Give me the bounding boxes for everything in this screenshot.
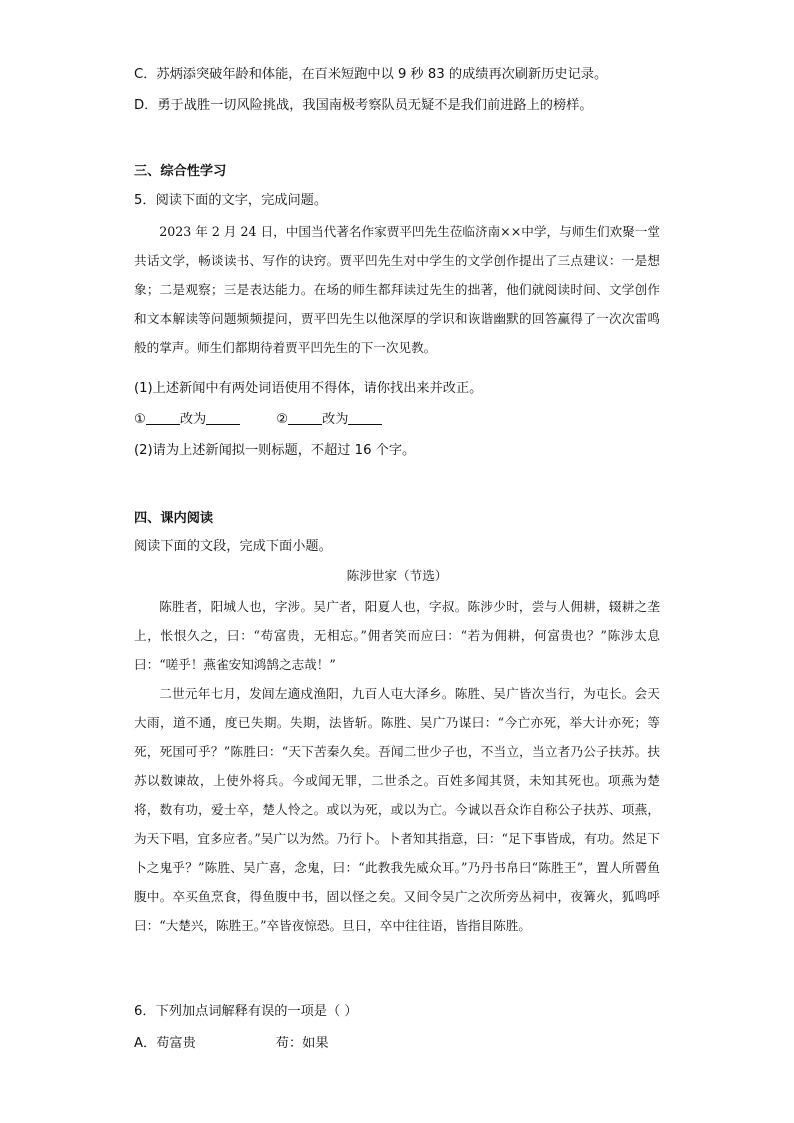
blank1-change-to: 改为 (179, 412, 207, 427)
section3-heading: 三、综合性学习 (134, 164, 227, 179)
q5-sub2: (2)请为上述新闻拟一则标题，不超过 16 个字。 (134, 443, 416, 458)
option-a-word: A．苟富贵 (134, 1036, 196, 1051)
classical-para-2: 二世元年七月，发闾左適戍渔阳，九百人屯大泽乡。陈胜、吴广皆次当行，为屯长。会天大雨，道不通，度已失期。失期，法皆斩。陈胜、吴广乃谋曰：“今亡亦死，举大计亦死；等死，死国可乎？”陈胜曰：“天下苦秦久矣。吾闻二世少子也，不当立，当立者乃公子扶苏。扶苏以数谏故，上使外将兵。今或闻无罪，二世杀之。百姓多闻其贤，未知其死也。项燕为楚将，数有功，爱士卒，楚人怜之。或以为死，或以为亡。今诚以吾众诈自称公子扶苏、项燕，为天下唱，宜多应者。”吴广以为然。乃行卜。卜者知其指意，曰：“足下事皆成，有功。然足下卜之鬼乎？”陈胜、吴广喜，念鬼，曰：“此教我先威众耳。”乃丹书帛曰“陈胜王”，置人所罾鱼腹中。卒买鱼烹食，得鱼腹中书，固以怪之矣。又间令吴广之次所旁丛祠中，夜篝火，狐鸣呼曰：“大楚兴，陈胜王。”卒皆夜惊恐。旦日，卒中往往语，皆指目陈胜。 (134, 686, 660, 933)
q4-option-d: D．勇于战胜一切风险挑战，我国南极考察队员无疑不是我们前进路上的榜样。 (134, 98, 593, 113)
blank2-number: ② (276, 412, 289, 427)
section4-heading: 四、课内阅读 (134, 511, 214, 526)
passage-title: 陈涉世家（节选） (346, 568, 448, 583)
q4-option-c: C．苏炳添突破年龄和体能，在百米短跑中以 9 秒 83 的成绩再次刷新历史记录。 (134, 67, 608, 82)
blank2-corrected[interactable] (348, 410, 382, 425)
q5-prompt: 5．阅读下面的文字，完成问题。 (134, 193, 328, 208)
blank2-original[interactable] (288, 410, 322, 425)
q6-prompt: 6．下列加点词解释有误的一项是（ ） (134, 1004, 358, 1019)
q5-blanks-row (134, 410, 382, 430)
section4-intro: 阅读下面的文段，完成下面小题。 (134, 539, 332, 554)
blank1-corrected[interactable] (206, 410, 240, 425)
blank1-number: ① (134, 412, 146, 427)
blank1-original[interactable] (146, 410, 180, 425)
q6-option-a (134, 1034, 329, 1054)
blank2-change-to: 改为 (322, 412, 349, 427)
q5-sub1: (1)上述新闻中有两处词语使用不得体，请你找出来并改正。 (134, 381, 483, 396)
option-a-gloss: 苟：如果 (275, 1036, 329, 1051)
news-passage: 2023 年 2 月 24 日，中国当代著名作家贾平凹先生莅临济南××中学，与师生们欢聚一堂共话文学，畅谈读书、写作的诀窍。贾平凹先生对中学生的文学创作提出了三点建议：一是想象；二是观察；三是表达能力。在场的师生都拜读过先生的拙著，他们就阅读时间、文学创作和文本解读等问题频频提问，贾平凹先生以他深厚的学识和诙谐幽默的回答赢得了一次次雷鸣般的掌声。师生们都期待着贾平凹先生的下一次见教。 (134, 224, 660, 355)
classical-para-1: 陈胜者，阳城人也，字涉。吴广者，阳夏人也，字叔。陈涉少时，尝与人佣耕，辍耕之垄上，怅恨久之，曰：“苟富贵，无相忘。”佣者笑而应曰：“若为佣耕，何富贵也？”陈涉太息曰：“嗟乎！燕雀安知鸿鹄之志哉！” (134, 599, 660, 672)
